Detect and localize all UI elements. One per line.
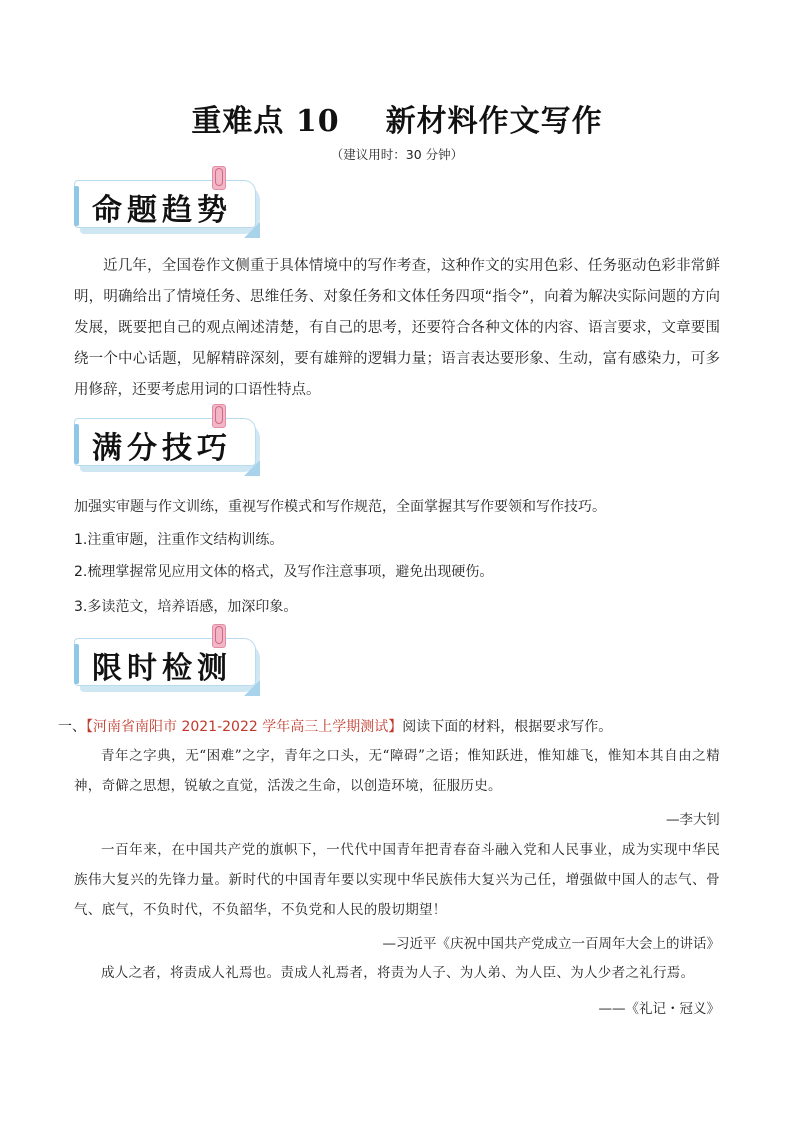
section-banner-skills bbox=[74, 418, 262, 474]
section-label-skills: 满分技巧 bbox=[92, 431, 232, 466]
page-title bbox=[0, 96, 794, 140]
section-label-trend: 命题趋势 bbox=[92, 193, 232, 228]
skills-item: 1.注重审题，注重作文结构训练。 bbox=[74, 532, 284, 548]
material-attribution-3: ——《礼记・冠义》 bbox=[598, 1001, 720, 1017]
section-banner-test bbox=[74, 638, 262, 694]
question-source: 【河南省南阳市 2021-2022 学年高三上学期测试】 bbox=[86, 719, 403, 735]
title-part1: 重难点 10 bbox=[191, 104, 340, 139]
page-subtitle: （建议用时：30 分钟） bbox=[330, 147, 464, 162]
question-heading bbox=[58, 716, 704, 736]
material-text-2: 一百年来，在中国共产党的旗帜下，一代代中国青年把青春奋斗融入党和人民事业，成为实现中华民族伟大复兴的先锋力量。新时代的中国青年要以实现中华民族伟大复兴为己任，增强做中国人的志气、骨气、底气，不负时代，不负韶华，不负党和人民的殷切期望！ bbox=[74, 842, 720, 918]
section-banner-trend bbox=[74, 180, 262, 236]
material-text-3: 成人之者，将责成人礼焉也。责成人礼焉者，将责为人子、为人弟、为人臣、为人少者之礼行焉。 bbox=[101, 965, 695, 981]
skills-item: 2.梳理掌握常见应用文体的格式，及写作注意事项，避免出现硬伤。 bbox=[74, 564, 494, 580]
section-label-test: 限时检测 bbox=[92, 651, 232, 686]
trend-paragraph: 近几年，全国卷作文侧重于具体情境中的写作考查，这种作文的实用色彩、任务驱动色彩非常鲜明，明确给出了情境任务、思维任务、对象任务和文体任务四项“指令”，向着为解决实际问题的方向发展，既要把自己的观点阐述清楚，有自己的思考，还要符合各种文体的内容、语言要求，文章要围绕一个中心话题，见解精辟深刻，要有雄辩的逻辑力量；语言表达要形象、生动，富有感染力，可多用修辞，还要考虑用词的口语性特点。 bbox=[74, 258, 720, 398]
skills-item: 3.多读范文，培养语感，加深印象。 bbox=[74, 599, 298, 615]
material-attribution-1: —李大钊 bbox=[666, 812, 720, 828]
question-instruction: 阅读下面的材料，根据要求写作。 bbox=[402, 719, 613, 735]
question-number: 一、 bbox=[58, 719, 86, 735]
title-part2: 新材料作文写作 bbox=[385, 104, 603, 139]
material-text-1: 青年之字典，无“困难”之字，青年之口头，无“障碍”之语；惟知跃进，惟知雄飞，惟知本其自由之精神，奇僻之思想，锐敏之直觉，活泼之生命，以创造环境，征服历史。 bbox=[74, 748, 720, 794]
material-attribution-2: —习近平《庆祝中国共产党成立一百周年大会上的讲话》 bbox=[382, 936, 720, 952]
skills-item: 加强实审题与作文训练，重视写作模式和写作规范，全面掌握其写作要领和写作技巧。 bbox=[74, 499, 606, 515]
